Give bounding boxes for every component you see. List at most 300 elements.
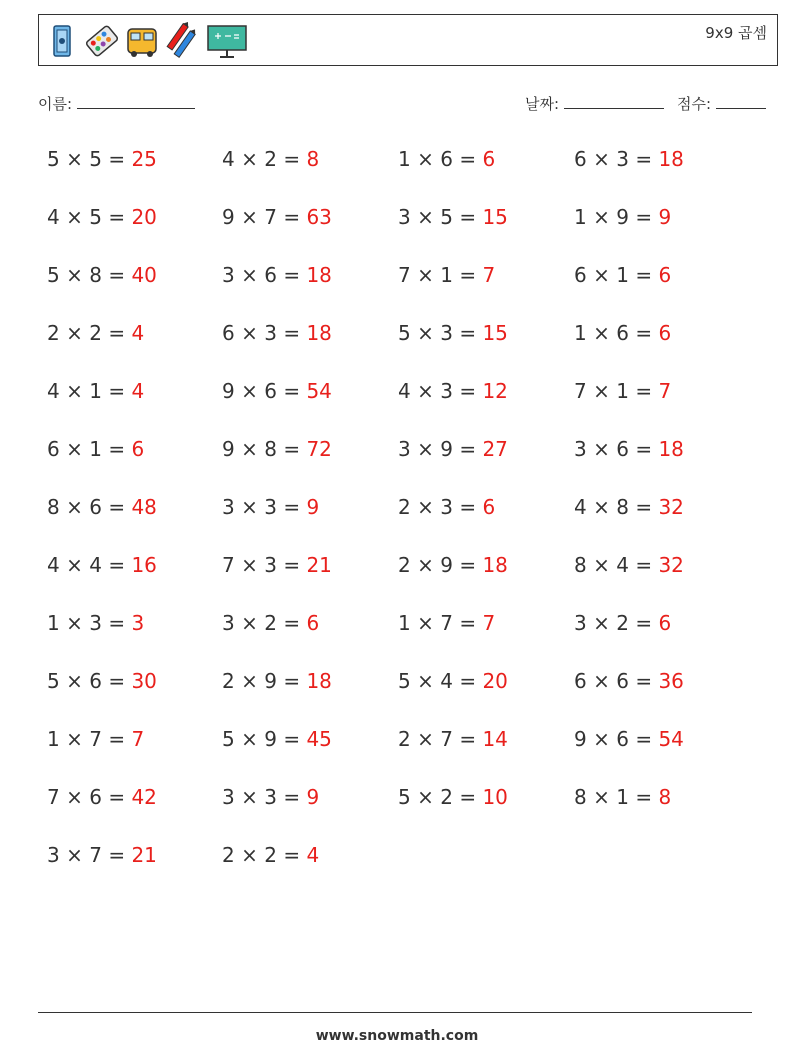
factor-b: 3 bbox=[440, 321, 453, 345]
factor-a: 2 bbox=[398, 495, 411, 519]
equals-sign: = bbox=[459, 147, 477, 171]
equals-sign: = bbox=[635, 553, 653, 577]
factor-a: 5 bbox=[222, 727, 235, 751]
problem-item bbox=[222, 145, 319, 173]
problem-item bbox=[222, 203, 332, 231]
answer: 18 bbox=[658, 147, 684, 171]
factor-a: 3 bbox=[574, 611, 587, 635]
factor-b: 3 bbox=[264, 495, 277, 519]
problem-item bbox=[47, 667, 157, 695]
times-sign: × bbox=[66, 843, 83, 867]
problem-item bbox=[222, 783, 319, 811]
times-sign: × bbox=[417, 379, 434, 403]
factor-a: 6 bbox=[574, 669, 587, 693]
factor-b: 6 bbox=[616, 669, 629, 693]
factor-a: 9 bbox=[222, 379, 235, 403]
factor-a: 2 bbox=[47, 321, 60, 345]
factor-a: 7 bbox=[222, 553, 235, 577]
times-sign: × bbox=[417, 669, 434, 693]
factor-b: 3 bbox=[264, 553, 277, 577]
factor-b: 6 bbox=[440, 147, 453, 171]
equals-sign: = bbox=[459, 495, 477, 519]
times-sign: × bbox=[417, 611, 434, 635]
factor-a: 1 bbox=[574, 205, 587, 229]
times-sign: × bbox=[66, 727, 83, 751]
equals-sign: = bbox=[283, 553, 301, 577]
equals-sign: = bbox=[283, 843, 301, 867]
answer: 6 bbox=[482, 147, 496, 171]
equals-sign: = bbox=[108, 669, 126, 693]
factor-a: 9 bbox=[222, 205, 235, 229]
times-sign: × bbox=[417, 437, 434, 461]
sharpener-icon bbox=[45, 22, 79, 60]
equals-sign: = bbox=[459, 263, 477, 287]
equals-sign: = bbox=[108, 205, 126, 229]
answer: 7 bbox=[482, 611, 496, 635]
factor-a: 1 bbox=[47, 611, 60, 635]
answer: 42 bbox=[131, 785, 157, 809]
answer: 72 bbox=[306, 437, 332, 461]
equals-sign: = bbox=[283, 785, 301, 809]
times-sign: × bbox=[593, 495, 610, 519]
equals-sign: = bbox=[283, 205, 301, 229]
problem-item bbox=[574, 493, 684, 521]
factor-b: 7 bbox=[89, 727, 102, 751]
equals-sign: = bbox=[108, 263, 126, 287]
times-sign: × bbox=[66, 379, 83, 403]
factor-a: 4 bbox=[574, 495, 587, 519]
times-sign: × bbox=[66, 495, 83, 519]
times-sign: × bbox=[417, 321, 434, 345]
problem-item bbox=[574, 261, 671, 289]
times-sign: × bbox=[66, 611, 83, 635]
times-sign: × bbox=[66, 205, 83, 229]
factor-a: 4 bbox=[222, 147, 235, 171]
times-sign: × bbox=[241, 785, 258, 809]
factor-a: 3 bbox=[398, 205, 411, 229]
equals-sign: = bbox=[635, 379, 653, 403]
problem-item bbox=[574, 377, 671, 405]
factor-a: 4 bbox=[47, 379, 60, 403]
equals-sign: = bbox=[108, 553, 126, 577]
factor-b: 7 bbox=[440, 611, 453, 635]
times-sign: × bbox=[417, 263, 434, 287]
factor-a: 2 bbox=[222, 669, 235, 693]
answer: 18 bbox=[306, 321, 332, 345]
equals-sign: = bbox=[108, 727, 126, 751]
paint-palette-icon bbox=[85, 22, 119, 60]
school-bus-icon bbox=[125, 22, 159, 60]
equals-sign: = bbox=[108, 147, 126, 171]
factor-a: 1 bbox=[47, 727, 60, 751]
answer: 7 bbox=[482, 263, 496, 287]
equals-sign: = bbox=[459, 553, 477, 577]
times-sign: × bbox=[593, 437, 610, 461]
factor-a: 7 bbox=[574, 379, 587, 403]
times-sign: × bbox=[241, 205, 258, 229]
factor-b: 6 bbox=[89, 669, 102, 693]
factor-b: 2 bbox=[440, 785, 453, 809]
equals-sign: = bbox=[108, 611, 126, 635]
chalkboard-icon bbox=[205, 22, 249, 60]
times-sign: × bbox=[593, 669, 610, 693]
equals-sign: = bbox=[283, 379, 301, 403]
problem-item bbox=[222, 435, 332, 463]
footer-divider bbox=[38, 1012, 752, 1013]
times-sign: × bbox=[241, 727, 258, 751]
problem-item bbox=[398, 319, 508, 347]
times-sign: × bbox=[593, 321, 610, 345]
answer: 20 bbox=[482, 669, 508, 693]
problem-item bbox=[574, 203, 671, 231]
times-sign: × bbox=[241, 147, 258, 171]
answer: 8 bbox=[658, 785, 672, 809]
equals-sign: = bbox=[108, 379, 126, 403]
crayons-icon bbox=[165, 22, 199, 60]
score-label: 점수: bbox=[677, 95, 712, 113]
factor-b: 1 bbox=[440, 263, 453, 287]
factor-b: 1 bbox=[616, 379, 629, 403]
answer: 4 bbox=[306, 843, 320, 867]
equals-sign: = bbox=[459, 785, 477, 809]
factor-b: 6 bbox=[264, 379, 277, 403]
factor-b: 6 bbox=[616, 727, 629, 751]
problem-item bbox=[47, 319, 144, 347]
equals-sign: = bbox=[459, 321, 477, 345]
problem-item bbox=[398, 783, 508, 811]
answer: 9 bbox=[658, 205, 672, 229]
equals-sign: = bbox=[108, 321, 126, 345]
equals-sign: = bbox=[459, 727, 477, 751]
factor-b: 3 bbox=[440, 379, 453, 403]
factor-a: 3 bbox=[222, 785, 235, 809]
factor-a: 3 bbox=[47, 843, 60, 867]
score-field bbox=[677, 93, 766, 114]
problem-item bbox=[398, 203, 508, 231]
equals-sign: = bbox=[459, 437, 477, 461]
times-sign: × bbox=[241, 437, 258, 461]
problem-item bbox=[222, 841, 319, 869]
problem-item bbox=[222, 551, 332, 579]
answer: 63 bbox=[306, 205, 332, 229]
problem-item bbox=[47, 145, 157, 173]
problem-item bbox=[47, 841, 157, 869]
equals-sign: = bbox=[108, 843, 126, 867]
factor-b: 1 bbox=[616, 263, 629, 287]
factor-a: 3 bbox=[222, 495, 235, 519]
date-blank bbox=[564, 94, 664, 109]
problem-item bbox=[398, 493, 495, 521]
equals-sign: = bbox=[459, 611, 477, 635]
factor-b: 7 bbox=[264, 205, 277, 229]
equals-sign: = bbox=[635, 495, 653, 519]
factor-b: 2 bbox=[264, 611, 277, 635]
equals-sign: = bbox=[459, 205, 477, 229]
times-sign: × bbox=[66, 669, 83, 693]
problem-item bbox=[47, 377, 144, 405]
date-label: 날짜: bbox=[525, 95, 560, 113]
factor-b: 9 bbox=[264, 727, 277, 751]
factor-a: 8 bbox=[574, 553, 587, 577]
factor-b: 5 bbox=[89, 147, 102, 171]
problem-item bbox=[574, 725, 684, 753]
times-sign: × bbox=[593, 553, 610, 577]
factor-a: 2 bbox=[398, 727, 411, 751]
answer: 36 bbox=[658, 669, 684, 693]
factor-a: 6 bbox=[47, 437, 60, 461]
factor-a: 3 bbox=[574, 437, 587, 461]
times-sign: × bbox=[66, 437, 83, 461]
answer: 54 bbox=[306, 379, 332, 403]
factor-b: 2 bbox=[264, 843, 277, 867]
factor-a: 2 bbox=[222, 843, 235, 867]
answer: 14 bbox=[482, 727, 508, 751]
equals-sign: = bbox=[283, 147, 301, 171]
times-sign: × bbox=[241, 495, 258, 519]
factor-b: 4 bbox=[440, 669, 453, 693]
times-sign: × bbox=[66, 321, 83, 345]
answer: 21 bbox=[131, 843, 157, 867]
answer: 6 bbox=[131, 437, 145, 461]
name-label: 이름: bbox=[38, 95, 73, 113]
times-sign: × bbox=[593, 611, 610, 635]
answer: 27 bbox=[482, 437, 508, 461]
factor-b: 4 bbox=[616, 553, 629, 577]
problem-item bbox=[398, 261, 495, 289]
problem-item bbox=[398, 377, 508, 405]
answer: 4 bbox=[131, 379, 145, 403]
problem-item bbox=[222, 725, 332, 753]
problem-item bbox=[222, 609, 319, 637]
factor-a: 5 bbox=[398, 669, 411, 693]
answer: 32 bbox=[658, 553, 684, 577]
factor-b: 3 bbox=[264, 321, 277, 345]
times-sign: × bbox=[241, 843, 258, 867]
problem-item bbox=[222, 377, 332, 405]
equals-sign: = bbox=[635, 611, 653, 635]
factor-a: 8 bbox=[574, 785, 587, 809]
worksheet-header bbox=[38, 14, 778, 66]
equals-sign: = bbox=[108, 495, 126, 519]
factor-a: 5 bbox=[47, 263, 60, 287]
equals-sign: = bbox=[283, 669, 301, 693]
problem-item bbox=[222, 493, 319, 521]
factor-b: 8 bbox=[616, 495, 629, 519]
answer: 18 bbox=[482, 553, 508, 577]
times-sign: × bbox=[417, 205, 434, 229]
name-field bbox=[38, 93, 195, 114]
equals-sign: = bbox=[283, 437, 301, 461]
factor-b: 9 bbox=[264, 669, 277, 693]
problem-item bbox=[47, 551, 157, 579]
problem-item bbox=[222, 319, 332, 347]
problem-item bbox=[574, 609, 671, 637]
equals-sign: = bbox=[108, 785, 126, 809]
factor-a: 3 bbox=[222, 263, 235, 287]
problem-item bbox=[398, 551, 508, 579]
equals-sign: = bbox=[283, 321, 301, 345]
times-sign: × bbox=[241, 669, 258, 693]
times-sign: × bbox=[66, 553, 83, 577]
factor-a: 4 bbox=[47, 553, 60, 577]
factor-b: 1 bbox=[616, 785, 629, 809]
problem-item bbox=[398, 145, 495, 173]
factor-a: 5 bbox=[398, 321, 411, 345]
factor-b: 7 bbox=[89, 843, 102, 867]
factor-b: 7 bbox=[440, 727, 453, 751]
factor-a: 1 bbox=[398, 611, 411, 635]
factor-b: 1 bbox=[89, 379, 102, 403]
answer: 6 bbox=[658, 263, 672, 287]
answer: 15 bbox=[482, 205, 508, 229]
factor-b: 6 bbox=[89, 495, 102, 519]
factor-a: 7 bbox=[398, 263, 411, 287]
times-sign: × bbox=[241, 321, 258, 345]
times-sign: × bbox=[593, 785, 610, 809]
factor-a: 3 bbox=[398, 437, 411, 461]
problem-item bbox=[47, 609, 144, 637]
problem-item bbox=[398, 435, 508, 463]
factor-b: 9 bbox=[440, 553, 453, 577]
equals-sign: = bbox=[635, 263, 653, 287]
problem-item bbox=[222, 261, 332, 289]
problem-item bbox=[47, 203, 157, 231]
answer: 8 bbox=[306, 147, 320, 171]
problem-item bbox=[574, 435, 684, 463]
problem-item bbox=[398, 667, 508, 695]
equals-sign: = bbox=[635, 205, 653, 229]
answer: 9 bbox=[306, 785, 320, 809]
answer: 18 bbox=[658, 437, 684, 461]
factor-b: 3 bbox=[616, 147, 629, 171]
times-sign: × bbox=[241, 263, 258, 287]
answer: 18 bbox=[306, 669, 332, 693]
times-sign: × bbox=[241, 611, 258, 635]
equals-sign: = bbox=[283, 727, 301, 751]
problem-item bbox=[47, 725, 144, 753]
times-sign: × bbox=[417, 785, 434, 809]
answer: 30 bbox=[131, 669, 157, 693]
answer: 9 bbox=[306, 495, 320, 519]
factor-b: 3 bbox=[89, 611, 102, 635]
factor-b: 6 bbox=[616, 321, 629, 345]
equals-sign: = bbox=[635, 669, 653, 693]
answer: 54 bbox=[658, 727, 684, 751]
problem-item bbox=[398, 725, 508, 753]
name-blank bbox=[77, 94, 195, 109]
times-sign: × bbox=[593, 147, 610, 171]
factor-a: 9 bbox=[574, 727, 587, 751]
worksheet-title: 9x9 곱셈 bbox=[705, 24, 767, 42]
times-sign: × bbox=[66, 785, 83, 809]
factor-a: 2 bbox=[398, 553, 411, 577]
answer: 6 bbox=[658, 321, 672, 345]
equals-sign: = bbox=[635, 727, 653, 751]
times-sign: × bbox=[66, 263, 83, 287]
answer: 12 bbox=[482, 379, 508, 403]
times-sign: × bbox=[241, 379, 258, 403]
problem-item bbox=[574, 145, 684, 173]
answer: 6 bbox=[658, 611, 672, 635]
factor-b: 2 bbox=[264, 147, 277, 171]
times-sign: × bbox=[593, 379, 610, 403]
factor-a: 1 bbox=[574, 321, 587, 345]
equals-sign: = bbox=[283, 611, 301, 635]
factor-a: 4 bbox=[398, 379, 411, 403]
times-sign: × bbox=[66, 147, 83, 171]
answer: 25 bbox=[131, 147, 157, 171]
factor-b: 6 bbox=[616, 437, 629, 461]
factor-b: 3 bbox=[440, 495, 453, 519]
problem-item bbox=[47, 261, 157, 289]
equals-sign: = bbox=[635, 437, 653, 461]
equals-sign: = bbox=[635, 785, 653, 809]
factor-a: 5 bbox=[47, 147, 60, 171]
answer: 3 bbox=[131, 611, 145, 635]
problem-item bbox=[574, 783, 671, 811]
answer: 40 bbox=[131, 263, 157, 287]
answer: 21 bbox=[306, 553, 332, 577]
answer: 18 bbox=[306, 263, 332, 287]
footer-site: www.snowmath.com bbox=[315, 1028, 479, 1044]
times-sign: × bbox=[593, 205, 610, 229]
equals-sign: = bbox=[635, 321, 653, 345]
factor-b: 5 bbox=[440, 205, 453, 229]
times-sign: × bbox=[417, 495, 434, 519]
factor-b: 9 bbox=[440, 437, 453, 461]
problem-item bbox=[574, 551, 684, 579]
answer: 32 bbox=[658, 495, 684, 519]
factor-b: 5 bbox=[89, 205, 102, 229]
problem-item bbox=[222, 667, 332, 695]
factor-a: 1 bbox=[398, 147, 411, 171]
factor-a: 8 bbox=[47, 495, 60, 519]
times-sign: × bbox=[593, 263, 610, 287]
times-sign: × bbox=[417, 147, 434, 171]
problem-item bbox=[47, 435, 144, 463]
problem-item bbox=[47, 783, 157, 811]
factor-a: 5 bbox=[398, 785, 411, 809]
problem-item bbox=[574, 319, 671, 347]
score-blank bbox=[716, 94, 766, 109]
factor-a: 3 bbox=[222, 611, 235, 635]
answer: 6 bbox=[306, 611, 320, 635]
factor-a: 9 bbox=[222, 437, 235, 461]
answer: 20 bbox=[131, 205, 157, 229]
equals-sign: = bbox=[635, 147, 653, 171]
factor-a: 7 bbox=[47, 785, 60, 809]
factor-b: 3 bbox=[264, 785, 277, 809]
times-sign: × bbox=[417, 553, 434, 577]
factor-a: 6 bbox=[574, 147, 587, 171]
equals-sign: = bbox=[108, 437, 126, 461]
answer: 15 bbox=[482, 321, 508, 345]
factor-a: 4 bbox=[47, 205, 60, 229]
factor-b: 4 bbox=[89, 553, 102, 577]
factor-a: 6 bbox=[222, 321, 235, 345]
factor-b: 8 bbox=[89, 263, 102, 287]
factor-b: 9 bbox=[616, 205, 629, 229]
equals-sign: = bbox=[283, 263, 301, 287]
problem-item bbox=[574, 667, 684, 695]
problem-item bbox=[398, 609, 495, 637]
factor-a: 6 bbox=[574, 263, 587, 287]
answer: 10 bbox=[482, 785, 508, 809]
factor-b: 2 bbox=[616, 611, 629, 635]
problem-item bbox=[47, 493, 157, 521]
answer: 45 bbox=[306, 727, 332, 751]
times-sign: × bbox=[417, 727, 434, 751]
